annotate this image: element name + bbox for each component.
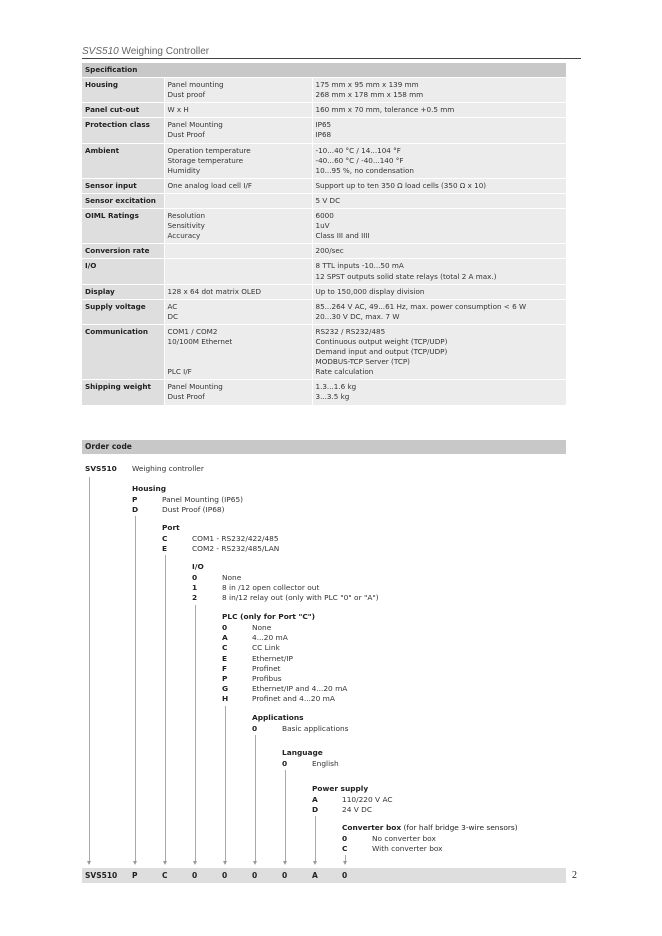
spec-param: Accuracy <box>167 231 201 241</box>
port-option-label: COM2 - RS232/485/LAN <box>192 544 280 554</box>
spec-table <box>82 63 566 405</box>
arrow-down-icon <box>163 861 167 865</box>
io-option-code: 0 <box>192 573 198 582</box>
order-code-title: Order code <box>82 440 566 454</box>
power-option-label: 24 V DC <box>342 805 373 815</box>
spec-params <box>164 244 312 259</box>
spec-value: 160 mm x 70 mm, tolerance +0.5 mm <box>315 105 455 115</box>
header-product: SVS510 <box>82 46 119 57</box>
spec-values <box>312 284 566 299</box>
spec-param: Sensitivity <box>167 221 205 231</box>
plc-option-label: Ethernet/IP and 4...20 mA <box>252 684 348 694</box>
spec-param: Dust proof <box>167 90 206 100</box>
spec-params <box>164 193 312 208</box>
converter-title: Converter box (for half bridge 3-wire sensors) <box>342 823 518 832</box>
spec-param: W x H <box>167 105 189 115</box>
io-title: I/O <box>192 562 204 571</box>
converter-note: (for half bridge 3-wire sensors) <box>401 823 518 832</box>
tree-connector-line <box>165 555 166 861</box>
spec-param: One analog load cell I/F <box>167 180 252 190</box>
plc-option-code: A <box>222 633 228 643</box>
spec-label: Ambient <box>82 143 164 178</box>
spec-value: Up to 150,000 display division <box>315 286 425 296</box>
plc-option-code: C <box>222 643 228 653</box>
spec-value: 5 V DC <box>315 195 341 205</box>
language-option-label: English <box>312 759 339 768</box>
io-option-label: 8 in/12 relay out (only with PLC "0" or "A") <box>222 593 379 603</box>
plc-option-code: G <box>222 684 229 694</box>
power-option-code: D <box>312 805 319 815</box>
io-option-label: None <box>222 573 242 582</box>
arrow-down-icon <box>193 861 197 865</box>
spec-value: 175 mm x 95 mm x 139 mm <box>315 80 419 90</box>
spec-value: Demand input and output (TCP/UDP) <box>315 347 448 357</box>
spec-param <box>168 357 309 367</box>
spec-value: IP68 <box>315 130 332 140</box>
tree-connector-line <box>255 735 256 861</box>
plc-option-label: 4...20 mA <box>252 633 288 643</box>
spec-row <box>82 103 566 118</box>
order-example-bar <box>82 868 566 883</box>
arrow-down-icon <box>313 861 317 865</box>
spec-param: Humidity <box>167 165 201 175</box>
spec-params <box>164 259 312 284</box>
spec-row <box>82 209 566 244</box>
io-option-code: 1 <box>192 583 198 593</box>
spec-label: Shipping weight <box>82 380 164 405</box>
order-example-code: 0 <box>342 871 348 880</box>
plc-option-code: P <box>222 674 228 683</box>
page-number: 2 <box>572 870 577 881</box>
order-example-code: C <box>162 871 168 880</box>
applications-title: Applications <box>252 713 304 722</box>
housing-option-label: Panel Mounting (IP65) <box>162 495 244 504</box>
order-example-code: 0 <box>252 871 258 880</box>
arrow-down-icon <box>283 861 287 865</box>
spec-values <box>312 209 566 244</box>
spec-value: 1uV <box>315 221 330 231</box>
spec-value: Support up to ten 350 Ω load cells (350 Ω x 10) <box>315 180 487 190</box>
arrow-down-icon <box>223 861 227 865</box>
arrow-down-icon <box>253 861 257 865</box>
spec-values <box>312 259 566 284</box>
spec-params <box>164 380 312 405</box>
spec-label: Sensor input <box>82 178 164 193</box>
arrow-down-icon <box>133 861 137 865</box>
spec-value: 3...3.5 kg <box>315 392 350 402</box>
spec-values <box>312 299 566 324</box>
spec-param: Operation temperature <box>167 145 251 155</box>
order-example-code: A <box>312 871 318 880</box>
applications-option-label: Basic applications <box>282 724 349 733</box>
order-example-code: SVS510 <box>85 871 118 880</box>
spec-label: Sensor excitation <box>82 193 164 208</box>
spec-value: Continuous output weight (TCP/UDP) <box>315 336 448 346</box>
header-rule <box>82 58 581 59</box>
spec-values <box>312 193 566 208</box>
tree-connector-line <box>285 770 286 861</box>
spec-row <box>82 244 566 259</box>
order-example-code: 0 <box>192 871 198 880</box>
converter-option-label: No converter box <box>372 834 436 843</box>
converter-option-label: With converter box <box>372 844 443 854</box>
spec-values <box>312 178 566 193</box>
power-option-code: A <box>312 795 318 804</box>
spec-params <box>164 209 312 244</box>
plc-option-code: F <box>222 663 228 673</box>
spec-value: Rate calculation <box>315 367 374 377</box>
spec-row <box>82 284 566 299</box>
tree-connector-line <box>135 516 136 861</box>
order-example-code: 0 <box>222 871 228 880</box>
spec-value: Class III and IIII <box>315 231 370 241</box>
port-option-label: COM1 - RS232/422/485 <box>192 534 279 543</box>
tree-connector-line <box>225 706 226 861</box>
spec-row <box>82 193 566 208</box>
spec-param <box>168 261 309 271</box>
spec-param: Resolution <box>167 211 206 221</box>
plc-option-label: None <box>252 623 272 632</box>
arrow-down-icon <box>343 861 347 865</box>
model-code: SVS510 <box>85 464 117 473</box>
spec-param: Dust Proof <box>167 392 205 402</box>
spec-params <box>164 324 312 379</box>
order-example-code: P <box>132 871 138 880</box>
tree-connector-line <box>195 605 196 861</box>
plc-option-code: 0 <box>222 623 228 632</box>
plc-option-label: CC Link <box>252 643 280 653</box>
page-header <box>82 46 209 57</box>
model-description: Weighing controller <box>132 464 204 473</box>
spec-values <box>312 380 566 405</box>
language-option-code: 0 <box>282 759 288 768</box>
spec-values <box>312 118 566 143</box>
spec-values <box>312 78 566 103</box>
spec-row <box>82 78 566 103</box>
spec-label: Panel cut-out <box>82 103 164 118</box>
applications-option-code: 0 <box>252 724 258 733</box>
spec-param: Storage temperature <box>167 155 244 165</box>
spec-row <box>82 143 566 178</box>
plc-option-label: Profinet and 4...20 mA <box>252 694 335 704</box>
spec-params <box>164 103 312 118</box>
spec-value: -40...60 °C / -40...140 °F <box>315 155 404 165</box>
port-option-code: E <box>162 544 168 554</box>
header-title: Weighing Controller <box>121 46 210 57</box>
plc-title: PLC (only for Port "C") <box>222 612 316 621</box>
housing-title: Housing <box>132 484 167 493</box>
spec-param <box>168 196 309 206</box>
tree-connector-line <box>315 816 316 861</box>
power-title: Power supply <box>312 784 369 793</box>
spec-title: Specification <box>82 63 566 78</box>
converter-option-code: 0 <box>342 834 348 843</box>
language-title: Language <box>282 748 323 757</box>
spec-param: Panel Mounting <box>167 382 223 392</box>
tree-connector-line <box>89 477 90 861</box>
plc-option-code: H <box>222 694 229 704</box>
spec-value: MODBUS-TCP Server (TCP) <box>315 357 410 367</box>
spec-value: 200/sec <box>315 246 344 256</box>
spec-value: -10...40 °C / 14...104 °F <box>315 145 401 155</box>
housing-option-label: Dust Proof (IP68) <box>162 505 225 515</box>
io-option-code: 2 <box>192 593 198 603</box>
spec-row <box>82 380 566 405</box>
spec-values <box>312 103 566 118</box>
spec-value: 10...95 %, no condensation <box>315 165 414 175</box>
spec-row <box>82 324 566 379</box>
spec-params <box>164 143 312 178</box>
spec-value: IP65 <box>315 120 332 130</box>
spec-values <box>312 244 566 259</box>
spec-value: 85...264 V AC, 49...61 Hz, max. power consumption < 6 W <box>315 301 527 311</box>
spec-param: 10/100M Ethernet <box>167 336 233 346</box>
spec-label: Communication <box>82 324 164 379</box>
spec-param: PLC I/F <box>167 367 192 377</box>
arrow-down-icon <box>87 861 91 865</box>
spec-values <box>312 324 566 379</box>
spec-row <box>82 259 566 284</box>
plc-option-label: Profibus <box>252 674 282 683</box>
spec-row <box>82 299 566 324</box>
port-option-code: C <box>162 534 168 543</box>
spec-params <box>164 178 312 193</box>
spec-value: 1.3...1.6 kg <box>315 382 357 392</box>
spec-value: RS232 / RS232/485 <box>315 326 386 336</box>
spec-value: 6000 <box>315 211 334 221</box>
spec-value: 8 TTL inputs -10...50 mA <box>315 261 404 271</box>
spec-param <box>168 246 309 256</box>
spec-params <box>164 299 312 324</box>
spec-param: DC <box>167 311 179 321</box>
spec-label: Supply voltage <box>82 299 164 324</box>
spec-param: Panel Mounting <box>167 120 223 130</box>
spec-label: OIML Ratings <box>82 209 164 244</box>
power-option-label: 110/220 V AC <box>342 795 393 804</box>
spec-value: 268 mm x 178 mm x 158 mm <box>315 90 424 100</box>
plc-option-label: Profinet <box>252 663 281 673</box>
spec-label: Protection class <box>82 118 164 143</box>
plc-option-code: E <box>222 653 228 663</box>
spec-params <box>164 118 312 143</box>
spec-label: I/O <box>82 259 164 284</box>
order-example-code: 0 <box>282 871 288 880</box>
port-title: Port <box>162 523 180 532</box>
spec-params <box>164 78 312 103</box>
spec-param: AC <box>167 301 178 311</box>
spec-values <box>312 143 566 178</box>
housing-option-code: D <box>132 505 139 515</box>
spec-label: Housing <box>82 78 164 103</box>
io-option-label: 8 in /12 open collector out <box>222 583 320 593</box>
spec-label: Conversion rate <box>82 244 164 259</box>
spec-row <box>82 178 566 193</box>
spec-label: Display <box>82 284 164 299</box>
spec-value: 20...30 V DC, max. 7 W <box>315 311 400 321</box>
spec-param: COM1 / COM2 <box>167 326 218 336</box>
spec-param <box>168 347 309 357</box>
converter-option-code: C <box>342 844 348 854</box>
spec-params <box>164 284 312 299</box>
spec-param: 128 x 64 dot matrix OLED <box>167 286 261 296</box>
housing-option-code: P <box>132 495 138 504</box>
spec-row <box>82 118 566 143</box>
spec-value: 12 SPST outputs solid state relays (total 2 A max.) <box>315 271 497 281</box>
spec-param: Dust Proof <box>167 130 205 140</box>
spec-param: Panel mounting <box>167 80 224 90</box>
plc-option-label: Ethernet/IP <box>252 653 293 663</box>
